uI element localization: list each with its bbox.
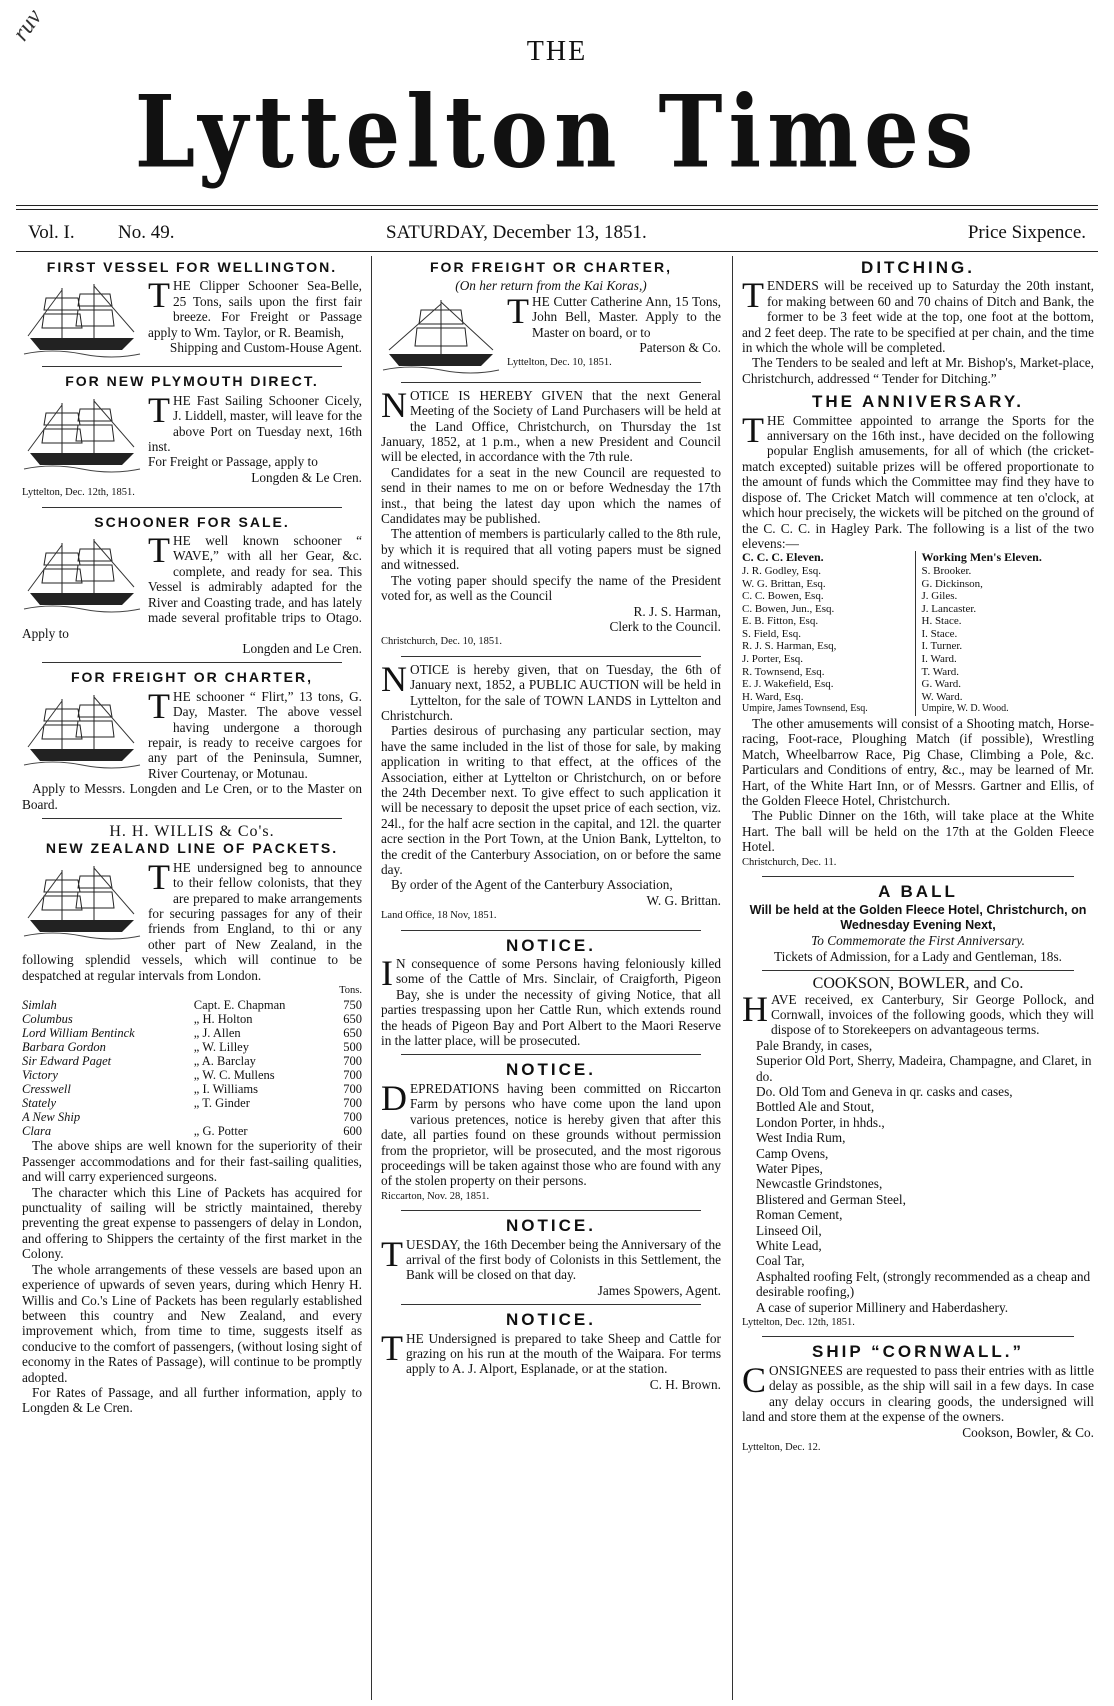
wm-player: G. Ward. xyxy=(921,678,962,691)
ad-paragraph: The above ships are well known for the superiority of their Passenger accommodations and for their fast-sailing qualities, and will carry experienced surgeons. xyxy=(22,1138,362,1185)
goods-item: Asphalted roofing Felt, (strongly recommended as a cheap and desirable roofing,) xyxy=(756,1268,1091,1300)
ad-paragraph: The other amusements will consist of a Shooting match, Horse-racing, Foot-race, Ploughing Match (if possible), Wrestling Match, Wheelbarrow Race, Pig Chase, Climbing a Pole, &c. Particulars and Conditions of entry, &c., may be learned of Mr. Hart, of the White Hart Inn, or of Messrs. Gartner and Ellis, of the Golden Fleece Hotel, Christchurch. xyxy=(742,716,1094,809)
ad-paragraph: The character which this Line of Packets has acquired for punctuality of sailing will be strictly maintained, thereby preventing the great expense to passengers of delay in London, and offering to Shippers the certainty of the first market in the Colony. xyxy=(22,1184,362,1262)
fleet-tons: 500 xyxy=(343,1040,362,1055)
fleet-row xyxy=(22,1026,362,1040)
masthead xyxy=(0,0,1114,215)
fleet-ship-name: Barbara Gordon xyxy=(22,1040,106,1055)
fleet-tons: 750 xyxy=(343,998,362,1013)
ball-details: Will be held at the Golden Fleece Hotel, Christchurch, on Wednesday Evening Next, xyxy=(749,902,1087,932)
ad-notice-grazing: NOTICE. THE Undersigned is prepared to take Sheep and Cattle for grazing on his run at the mouth of the Waipara. For terms apply to A. J. Alport, Esplanade, or at the station. C. H. Brown. xyxy=(381,1310,721,1392)
volume: Vol. I. xyxy=(28,222,75,243)
goods-item: Water Pipes, xyxy=(756,1161,823,1176)
ccc-player: S. Field, Esq. xyxy=(742,627,801,640)
separator xyxy=(401,382,701,383)
fleet-master: Capt. E. Chapman xyxy=(193,998,286,1013)
fleet-tons: 700 xyxy=(343,1054,362,1069)
ad-ditching: DITCHING. TENDERS will be received up to Saturday the 20th instant, for making between 60 and 70 chains of Ditch and Bank, the former to be 3 feet wide at the top, one foot at the bottom, and 2 feet deep. The rate to be specified at per chain, and the time in which the whole will be completed. The Tenders to be sealed and left at Mr. Bishop's, Market-place, Christchurch, addressed “ Tender for Ditching.” xyxy=(742,258,1094,386)
goods-item: A case of superior Millinery and Haberdashery. xyxy=(756,1299,1009,1315)
fleet-row xyxy=(22,1012,362,1026)
fleet-tons: 650 xyxy=(343,1026,362,1041)
ccc-player: E. B. Fitton, Esq. xyxy=(742,615,819,628)
ad-text: ENDERS will be received up to Saturday the 20th instant, for making between 60 and 70 chains of Ditch and Bank, the former to be 3 feet wide at the top, one foot at the bottom, and 2 feet deep. The rate to be specified at per chain, and the time in which the whole will be completed. xyxy=(742,278,1094,356)
wm-list xyxy=(922,565,1095,704)
fleet-tons: 700 xyxy=(343,1068,362,1083)
ad-heading: FOR NEW PLYMOUTH DIRECT. xyxy=(65,373,319,390)
fleet-ship-name: Clara xyxy=(22,1124,52,1139)
ad-signature: Shipping and Custom-House Agent. xyxy=(169,340,362,356)
fleet-row xyxy=(22,1082,362,1096)
ad-subheading: NEW ZEALAND LINE OF PACKETS. xyxy=(45,840,339,857)
fleet-row xyxy=(22,998,362,1012)
ad-paragraph: The Public Dinner on the 16th, will take place at the White Hart. The ball will be held on the 17th at the Golden Fleece Hotel. xyxy=(742,808,1094,855)
ad-heading: FOR FREIGHT OR CHARTER, xyxy=(430,259,672,275)
fleet-row xyxy=(22,1096,362,1110)
ad-paragraph: The attention of members is particularly called to the 8th rule, by which it is required that all voting papers must be signed and witnessed. xyxy=(381,526,721,573)
ship-icon xyxy=(381,296,501,374)
ad-date: Christchurch, Dec. 11. xyxy=(742,856,837,868)
ad-notice-bank: NOTICE. TUESDAY, the 16th December being the Anniversary of the arrival of the first body of Colonists in this Settlement, the Bank will be closed on that day. James Spowers, Agent. xyxy=(381,1216,721,1298)
ad-heading: NOTICE. xyxy=(506,1060,596,1080)
goods-item: Linseed Oil, xyxy=(756,1222,822,1238)
separator xyxy=(42,507,342,508)
ad-signature: W. G. Brittan. xyxy=(646,892,721,908)
ccc-player: E. J. Wakefield, Esq. xyxy=(742,678,834,691)
ad-paragraph: By order of the Agent of the Canterbury Association, xyxy=(391,877,673,893)
ship-icon xyxy=(22,280,142,358)
ccc-heading: C. C. C. Eleven. xyxy=(742,550,824,565)
wm-player: G. Dickinson, xyxy=(921,577,983,590)
ad-heading: SHIP “CORNWALL.” xyxy=(811,1342,1025,1362)
ball-occasion: To Commemorate the First Anniversary. xyxy=(811,933,1025,949)
fleet-master: „ A. Barclay xyxy=(193,1054,256,1069)
goods-item: Superior Old Port, Sherry, Madeira, Champagne, and Claret, in do. xyxy=(756,1053,1092,1084)
ad-text: HE Fast Sailing Schooner Cicely, J. Liddell, master, will leave for the above Port on Tuesday next, 16th inst. xyxy=(148,392,362,455)
ad-heading: NOTICE. xyxy=(506,935,596,955)
tons-header: Tons. xyxy=(339,985,362,997)
price: Price Sixpence. xyxy=(967,222,1086,243)
ad-heading: THE ANNIVERSARY. xyxy=(811,392,1025,412)
separator xyxy=(401,1304,701,1305)
ad-date: Lyttelton, Dec. 10, 1851. xyxy=(507,357,612,369)
ad-text: OTICE is hereby given, that on Tuesday, the 6th of January next, 1852, a PUBLIC AUCTION will be held in Lyttelton, for the sale of TOWN LANDS in Lyttelton and Christchurch. xyxy=(381,661,721,723)
separator xyxy=(42,662,342,663)
ad-flirt-charter: FOR FREIGHT OR CHARTER, THE schooner “ Flirt,” 13 tons, G. Day, Master. The above vessel having undergone a thorough repair, is ready to receive cargoes for any part of the Peninsula, Sumner, River Courtenay, or Motunau. Apply to Messrs. Longden and Le Cren, or to the Master on Board. xyxy=(22,669,362,812)
wm-player: I. Ward. xyxy=(921,653,957,666)
ad-text-2: Apply to Messrs. Longden and Le Cren, or to the Master on Board. xyxy=(22,781,362,812)
ccc-eleven xyxy=(742,551,915,716)
fleet-ship-name: Columbus xyxy=(22,1012,73,1027)
fleet-ship-name: Victory xyxy=(22,1068,58,1083)
fleet-master: „ G. Potter xyxy=(193,1124,248,1139)
ad-heading: DITCHING. xyxy=(861,258,975,277)
ad-text: HE well known schooner “ WAVE,” with all her Gear, &c. complete, and ready for sea. This Vessel is admirably adapted for the River and Coasting trade, and has lately made several profitable trips to Otago. Apply to xyxy=(22,533,362,641)
wm-player: J. Lancaster. xyxy=(921,602,977,615)
ccc-player: R. J. S. Harman, Esq, xyxy=(742,640,837,653)
fleet-tons: 650 xyxy=(343,1012,362,1027)
ad-willis-packets: H. H. WILLIS & Co's. NEW ZEALAND LINE OF PACKETS. THE undersigned beg to announce to their fellow colonists, that they are prepared to make arrangements for securing passages for any of their friends from England, to thi or any other part of New Zealand, in the following splendid vessels, which will continue to be despatched at regular intervals from London. Tons. Simlah Capt. E. Chapman 750 Columbus „ H. Holton 650 Lord William Bentinck „ J. Allen 650 Barbara Gordon „ W. Lilley 500 Sir Edward Paget „ A. Barclay 700 Victory „ W. C. Mullens 700 Cresswell „ I. Williams 700 Stately „ T. Ginder 700 A New Ship 700 Clara „ G. Potter 600 The above ships are well known for the superiority of their Passenger accommodations and for their fast-sailing qualities, and will carry experienced surgeons. The character which this Line of Packets has acquired for punctuality of sailing will be strictly maintained, thereby preventing the great expense to passengers of delay in London, and offering to Shippers the certainty of the first market in the Colony. The whole arrangements of these vessels are based upon an experience of upwards of seven years, during which Henry H. Willis and Co.'s Line of Packets has been regularly established between this country and New Zealand, and every improvement which, from time to time, suggests itself as conducive to the comfort of passengers, (without losing sight of economy in the Rates of Passage), will continue to be promptly adopted. For Rates of Passage, and all further information, apply to Longden & Le Cren. xyxy=(22,823,362,1416)
ad-catherine-charter: FOR FREIGHT OR CHARTER, (On her return from the Kai Koras,) THE Cutter Catherine Ann, 15 Tons, John Bell, Master. Apply to the Master on board, or to Paterson & Co. Lyttelton, Dec. 10, 1851. xyxy=(381,258,721,376)
goods-item: White Lead, xyxy=(756,1238,822,1254)
ccc-player: C. Bowen, Jun., Esq. xyxy=(742,602,835,615)
fleet-master: „ J. Allen xyxy=(193,1026,241,1041)
ad-heading: FOR FREIGHT OR CHARTER, xyxy=(71,669,313,686)
umpire-1: Umpire, James Townsend, Esq. xyxy=(742,703,868,715)
ad-cookson-bowler: COOKSON, BOWLER, and Co. HAVE received, ex Canterbury, Sir George Pollock, and Cornwall, invoices of the following goods, which they will dispose of to Storekeepers on advantageous terms. Pale Brandy, in cases, Superior Old Port, Sherry, Madeira, Champagne, and Claret, in do. Do. Old Tom and Geneva in qr. casks and cases, Bottled Ale and Stout, London Porter, in hhds., West India Rum, Camp Ovens, Water Pipes, Newcastle Grindstones, Blistered and German Steel, Roman Cement, Linseed Oil, White Lead, Coal Tar, Asphalted roofing Felt, (strongly recommended as a cheap and desirable roofing,) A case of superior Millinery and Haberdashery. Lyttelton, Dec. 12th, 1851. xyxy=(742,976,1094,1330)
fleet-master: „ W. Lilley xyxy=(193,1040,249,1055)
fleet-tons: 700 xyxy=(343,1096,362,1111)
goods-item: Pale Brandy, in cases, xyxy=(756,1037,873,1053)
goods-item: London Porter, in hhds., xyxy=(756,1114,885,1130)
ship-icon xyxy=(22,535,142,613)
ad-signature: Paterson & Co. xyxy=(639,340,721,356)
wm-player: J. Giles. xyxy=(921,590,958,603)
ad-anniversary: THE ANNIVERSARY. THE Committee appointed to arrange the Sports for the anniversary on the 16th inst., have decided on the following popular English amusements, for all of which (the cricket-match excepted) suitable prizes will be offered proportionate to the amount of funds which the Committee may find they have to dispose of. The Cricket Match will commence at ten o'clock, at which hour precisely, the wickets will be pitched on the ground of the C. C. C. in Hagley Park. The following is a list of the two elevens:— C. C. C. Eleven. J. R. Godley, Esq. W. G. Brittan, Esq. C. C. Bowen, Esq. C. Bowen, Jun., Esq. E. B. Fitton, Esq. S. Field, Esq. R. J. S. Harman, Esq, J. Porter, Esq. R. Townsend, Esq. E. J. Wakefield, Esq. H. Ward, Esq. Umpire, James Townsend, Esq. Working Men's Eleven. S. Brooker. G. Dickinson, J. Giles. J. Lancaster. H. Stace. I. Stace. I. Turner. I. Ward. T. Ward. G. Ward. W. Ward. Umpire, W. D. Wood. The other amusements will consist of a Shooting match, Horse-racing, Foot-race, Ploughing Match (if possible), Wrestling Match, Wheelbarrow Race, Pig Chase, Climbing a Pole, &c. Particulars and Conditions of entry, &c., may be learned of Mr. Hart, of the White Hart Inn, or of Messrs. Gartner and Ellis, of the Golden Fleece Hotel, Christchurch. The Public Dinner on the 16th, will take place at the White Hart. The ball will be held on the 17th at the Golden Fleece Hotel. Christchurch, Dec. 11. xyxy=(742,392,1094,870)
ad-signature: James Spowers, Agent. xyxy=(597,1282,721,1298)
fleet-master: „ T. Ginder xyxy=(193,1096,250,1111)
fleet-ship-name: Simlah xyxy=(22,998,57,1013)
ad-paragraph: Candidates for a seat in the new Council are requested to send in their names to me on or before Wednesday the 17th inst., that being the latest day upon which the names of Candidates may be published. xyxy=(381,464,721,527)
ad-heading: COOKSON, BOWLER, and Co. xyxy=(812,976,1024,993)
ad-subheading: (On her return from the Kai Koras,) xyxy=(455,278,647,294)
wm-player: T. Ward. xyxy=(921,665,960,678)
ad-paragraph: The voting paper should specify the name of the President voted for, as well as the Council xyxy=(381,572,721,604)
fleet-row xyxy=(22,1040,362,1054)
separator xyxy=(401,1210,701,1211)
ad-heading: NOTICE. xyxy=(506,1310,596,1330)
ad-schooner-sale: SCHOONER FOR SALE. THE well known schooner “ WAVE,” with all her Gear, &c. complete, and ready for sea. This Vessel is admirably adapted for the River and Coasting trade, and has lately made several profitable trips to Otago. Apply to Longden and Le Cren. xyxy=(22,513,362,656)
ad-text: HE undersigned beg to announce to their fellow colonists, that they are prepared to make arrangements for securing passages for any of their friends from England, to thi or any other part of New Zealand, in the following splendid vessels, which will continue to be despatched at regular intervals from London. xyxy=(22,859,362,983)
ad-paragraph: The Tenders to be sealed and left at Mr. Bishop's, Market-place, Christchurch, addressed “ Tender for Ditching.” xyxy=(742,355,1094,386)
ad-signature: R. J. S. Harman, xyxy=(633,603,721,619)
ad-heading: A BALL xyxy=(878,882,958,902)
issue-date: SATURDAY, December 13, 1851. xyxy=(386,222,647,243)
working-men-eleven xyxy=(915,551,1095,716)
fleet-row xyxy=(22,1124,362,1138)
wm-heading: Working Men's Eleven. xyxy=(921,550,1042,565)
ad-public-auction: NOTICE is hereby given, that on Tuesday, the 6th of January next, 1852, a PUBLIC AUCTION will be held in Lyttelton, for the sale of TOWN LANDS in Lyttelton and Christchurch. Parties desirous of purchasing any particular section, may have the same included in the list of those for sale, by making application in writing to that effect, at the offices of the Association, either at Lyttelton or Christchurch, on or before the 24th December next. To give effect to such application it will be necessary to deposit the upset price of each section, viz. 24l., for the half acre section in the capital, and 12l. the quarter acre section in the Port Town, at the Union Bank, Lyttelton, to the credit of the Canterbury Association, on or before the same day. By order of the Agent of the Canterbury Association, W. G. Brittan. Land Office, 18 Nov, 1851. xyxy=(381,662,721,924)
ship-icon xyxy=(22,691,142,769)
ad-heading: NOTICE. xyxy=(506,1216,596,1236)
newspaper-title: Lyttelton Times xyxy=(134,74,980,191)
masthead-the: THE xyxy=(526,36,588,67)
fleet-ship-name: Stately xyxy=(22,1096,57,1111)
column-divider-1 xyxy=(371,256,372,1700)
ad-paragraph: For Rates of Passage, and all further information, apply to Longden & Le Cren. xyxy=(22,1384,362,1416)
goods-item: Coal Tar, xyxy=(756,1253,805,1269)
ball-tickets: Tickets of Admission, for a Lady and Gentleman, 18s. xyxy=(774,948,1062,964)
ad-heading: H. H. WILLIS & Co's. xyxy=(109,823,275,840)
ad-paragraph: Parties desirous of purchasing any particular section, may have the same included in the list of those for sale, by making application in writing to that effect, at the offices of the Association, either at Lyttelton or Christchurch, on or before the 24th December next. To give effect to such application it will be necessary to deposit the upset price of each section, viz. 24l., for the half acre section in the capital, and 12l. the quarter acre section in the Port Town, at the Union Bank, Lyttelton, to the credit of the Canterbury Association, on or before the same day. xyxy=(381,723,721,877)
ad-date: Christchurch, Dec. 10, 1851. xyxy=(381,636,503,648)
column-divider-2 xyxy=(732,256,733,1700)
goods-item: Roman Cement, xyxy=(756,1207,843,1223)
goods-item: Bottled Ale and Stout, xyxy=(756,1099,875,1115)
separator xyxy=(42,818,342,819)
ad-heading: FIRST VESSEL FOR WELLINGTON. xyxy=(46,259,338,275)
ship-icon xyxy=(22,395,142,473)
ad-date: Lyttelton, Dec. 12th, 1851. xyxy=(742,1317,855,1329)
fleet-ship-name: Cresswell xyxy=(22,1082,71,1097)
ad-land-purchasers-notice: NOTICE IS HEREBY GIVEN that the next General Meeting of the Society of Land Purchasers will be held at the Land Office, Christchurch, on Thursday the 1st January, 1852, at 1 p.m., when a new President and Council will be elected, in accordance with the 7th rule. Candidates for a seat in the new Council are requested to send in their names to me on or before Wednesday the 17th inst., that being the latest day upon which the names of Candidates may be published. The attention of members is particularly called to the 8th rule, by which it is required that all voting papers must be signed and witnessed. The voting paper should specify the name of the President voted for, as well as the Council R. J. S. Harman, Clerk to the Council. Christchurch, Dec. 10, 1851. xyxy=(381,388,721,650)
fleet-master: „ I. Williams xyxy=(193,1082,258,1097)
fleet-master: „ W. C. Mullens xyxy=(193,1068,275,1083)
dateline xyxy=(16,222,1098,248)
ccc-player: J. Porter, Esq. xyxy=(742,653,803,666)
goods-item: West India Rum, xyxy=(756,1130,846,1146)
wm-player: W. Ward. xyxy=(921,690,963,703)
ad-text: AVE received, ex Canterbury, Sir George Pollock, and Cornwall, invoices of the following goods, which they will dispose of to Storekeepers on advantageous terms. xyxy=(771,991,1094,1038)
separator xyxy=(762,876,1074,877)
ccc-player: H. Ward, Esq. xyxy=(742,690,804,703)
column-2 xyxy=(381,258,721,1398)
goods-item: Newcastle Grindstones, xyxy=(756,1176,883,1192)
goods-item: Blistered and German Steel, xyxy=(756,1191,906,1207)
fleet-ship-name: A New Ship xyxy=(22,1110,81,1125)
wm-player: I. Turner. xyxy=(921,640,963,653)
ad-date: Land Office, 18 Nov, 1851. xyxy=(381,910,497,922)
fleet-ship-name: Sir Edward Paget xyxy=(22,1054,112,1069)
ad-notice-sinclair: NOTICE. I N consequence of some Persons having feloniously killed some of the Cattle of Mrs. Sinclair, of Craigforth, Pigeon Bay, she is under the necessity of giving Notice, that all parties trespassing upon her Cattle Run, which extends round the heads of Pigeon Bay and Port Albert to the Maori Reserve in the latter place, will be prosecuted. xyxy=(381,935,721,1049)
fleet-row xyxy=(22,1110,362,1124)
rule-top xyxy=(16,205,1098,206)
fleet-master xyxy=(194,1110,334,1124)
ad-ship-cornwall: SHIP “CORNWALL.” CONSIGNEES are requested to pass their entries with as little delay as possible, as the ship will sail in a few days. In case any delay occurs in clearing goods, the undersigned will land and store them at the expense of the owners. Cookson, Bowler, & Co. Lyttelton, Dec. 12. xyxy=(742,1342,1094,1455)
ad-text: HE schooner “ Flirt,” 13 tons, G. Day, Master. The above vessel having undergone a thorough repair, is ready to receive cargoes for any part of the Peninsula, Sumner, River Courtenay, or Motunau. xyxy=(148,688,362,781)
separator xyxy=(401,1054,701,1055)
ccc-player: R. Townsend, Esq. xyxy=(742,665,825,678)
ad-text: UESDAY, the 16th December being the Anniversary of the arrival of the first body of Colonists in this Settlement, the Bank will be closed on that day. xyxy=(406,1236,721,1283)
ad-text: ONSIGNEES are requested to pass their entries with as little delay as possible, as the ship will sail in a few days. In case any delay occurs in clearing goods, the undersigned will land and store them at the expense of the owners. xyxy=(742,1362,1094,1425)
cricket-elevens xyxy=(742,551,1094,716)
goods-item: Camp Ovens, xyxy=(756,1145,829,1161)
ccc-list xyxy=(742,565,915,704)
ad-notice-riccarton: NOTICE. DEPREDATIONS having been committed on Riccarton Farm by persons who have come upon the land upon various pretences, notice is hereby given that after this date, all parties found on these grounds without permission from the proprietor, will be prosecuted, and the most rigorous proceedings will be taken against those who are found with any of the stolen property on their persons. Riccarton, Nov. 28, 1851. xyxy=(381,1060,721,1204)
goods-list xyxy=(742,1038,1094,1315)
ad-date: Riccarton, Nov. 28, 1851. xyxy=(381,1190,490,1202)
fleet-ship-name: Lord William Bentinck xyxy=(22,1026,135,1041)
ship-icon xyxy=(22,862,142,940)
wm-player: I. Stace. xyxy=(921,627,958,640)
ad-heading: SCHOONER FOR SALE. xyxy=(94,513,290,530)
ad-text: OTICE IS HEREBY GIVEN that the next General Meeting of the Society of Land Purchasers will be held at the Land Office, Christchurch, on Thursday the 1st January, 1852, at 1 p.m., when a new President and Council will be elected, in accordance with the 7th rule. xyxy=(381,387,721,465)
fleet-row xyxy=(22,1068,362,1082)
ad-text: HE Clipper Schooner Sea-Belle, 25 Tons, sails upon the first fair breeze. For Freight or Passage apply to Wm. Taylor, or R. Beamish, xyxy=(148,278,362,340)
wm-player: H. Stace. xyxy=(921,615,962,628)
separator xyxy=(401,930,701,931)
wm-player: S. Brooker. xyxy=(921,564,972,577)
fleet-master: „ H. Holton xyxy=(193,1012,253,1027)
ad-signature-title: Clerk to the Council. xyxy=(609,618,721,634)
ad-text-2: For Freight or Passage, apply to xyxy=(148,454,318,470)
ccc-player: J. R. Godley, Esq. xyxy=(742,564,822,577)
rule-dateline xyxy=(16,251,1098,252)
ad-signature: Longden & Le Cren. xyxy=(251,469,362,485)
ccc-player: C. C. Bowen, Esq. xyxy=(742,590,824,603)
separator xyxy=(762,1336,1074,1337)
separator xyxy=(762,970,1074,971)
ad-date: Lyttelton, Dec. 12. xyxy=(742,1441,821,1453)
ad-wellington: FIRST VESSEL FOR WELLINGTON. THE Clipper Schooner Sea-Belle, 25 Tons, sails upon the first fair breeze. For Freight or Passage apply to Wm. Taylor, or R. Beamish, Shipping and Custom-House Agent. xyxy=(22,258,362,360)
ad-signature: C. H. Brown. xyxy=(649,1376,721,1392)
ad-paragraph: The whole arrangements of these vessels are based upon an experience of upwards of seven years, during which Henry H. Willis and Co.'s Line of Packets has been regularly established between this country and New Zealand, and every improvement which, from time to time, suggests itself as conducive to the comfort of passengers, (without losing sight of economy in the Rates of Passage), will continue to be promptly adopted. xyxy=(22,1261,362,1385)
ad-text: EPREDATIONS having been committed on Riccarton Farm by persons who have come upon the land upon various pretences, notice is hereby given that after this date, all parties found on these grounds without permission from the proprietor, will be prosecuted, and the most rigorous proceedings will be taken against those who are found with any of the stolen property on their persons. xyxy=(381,1080,721,1189)
column-3 xyxy=(742,258,1094,1461)
ad-new-plymouth: FOR NEW PLYMOUTH DIRECT. THE Fast Sailing Schooner Cicely, J. Liddell, master, will leave for the above Port on Tuesday next, 16th inst. For Freight or Passage, apply to Longden & Le Cren. Lyttelton, Dec. 12th, 1851. xyxy=(22,372,362,500)
rule-top-2 xyxy=(16,209,1098,210)
ad-text: HE Undersigned is prepared to take Sheep and Cattle for grazing on his run at the mouth of the Waipara. For terms apply to A. J. Alport, Esplanade, or at the station. xyxy=(406,1330,721,1377)
ccc-player: W. G. Brittan, Esq. xyxy=(742,577,826,590)
fleet-tons: 700 xyxy=(343,1082,362,1097)
handwritten-mark: ruv xyxy=(7,4,48,46)
ad-signature: Cookson, Bowler, & Co. xyxy=(962,1424,1094,1440)
ad-text: HE Committee appointed to arrange the Sports for the anniversary on the 16th inst., have decided on the following popular English amusements, for all of which (the cricket-match excepted) suitable prizes will be offered proportionate to the amount of funds which the Committee may find they have to dispose of. The Cricket Match will commence at ten o'clock, at which hour precisely, the wickets will be pitched on the ground of the C. C. C. in Hagley Park. The following is a list of the two elevens:— xyxy=(742,412,1094,551)
umpire-2: Umpire, W. D. Wood. xyxy=(921,703,1009,715)
ad-text: HE Cutter Catherine Ann, 15 Tons, John Bell, Master. Apply to the Master on board, or to xyxy=(532,293,721,340)
fleet-table xyxy=(22,998,362,1138)
separator xyxy=(42,366,342,367)
issue-number: No. 49. xyxy=(118,222,175,243)
ad-date: Lyttelton, Dec. 12th, 1851. xyxy=(22,487,135,499)
goods-item: Do. Old Tom and Geneva in qr. casks and cases, xyxy=(756,1083,1013,1099)
column-1 xyxy=(22,258,362,1422)
ad-ball xyxy=(742,882,1094,964)
ad-signature: Longden and Le Cren. xyxy=(242,640,362,656)
ad-text: N consequence of some Persons having feloniously killed some of the Cattle of Mrs. Sinclair, of Craigforth, Pigeon Bay, she is under the necessity of giving Notice, that all parties trespassing upon her Cattle Run, which extends round the heads of Pigeon Bay and Port Albert to the Maori Reserve in the latter place, will be prosecuted. xyxy=(381,956,721,1049)
fleet-tons: 600 xyxy=(343,1124,362,1139)
separator xyxy=(401,656,701,657)
fleet-tons: 700 xyxy=(343,1110,362,1125)
fleet-row xyxy=(22,1054,362,1068)
